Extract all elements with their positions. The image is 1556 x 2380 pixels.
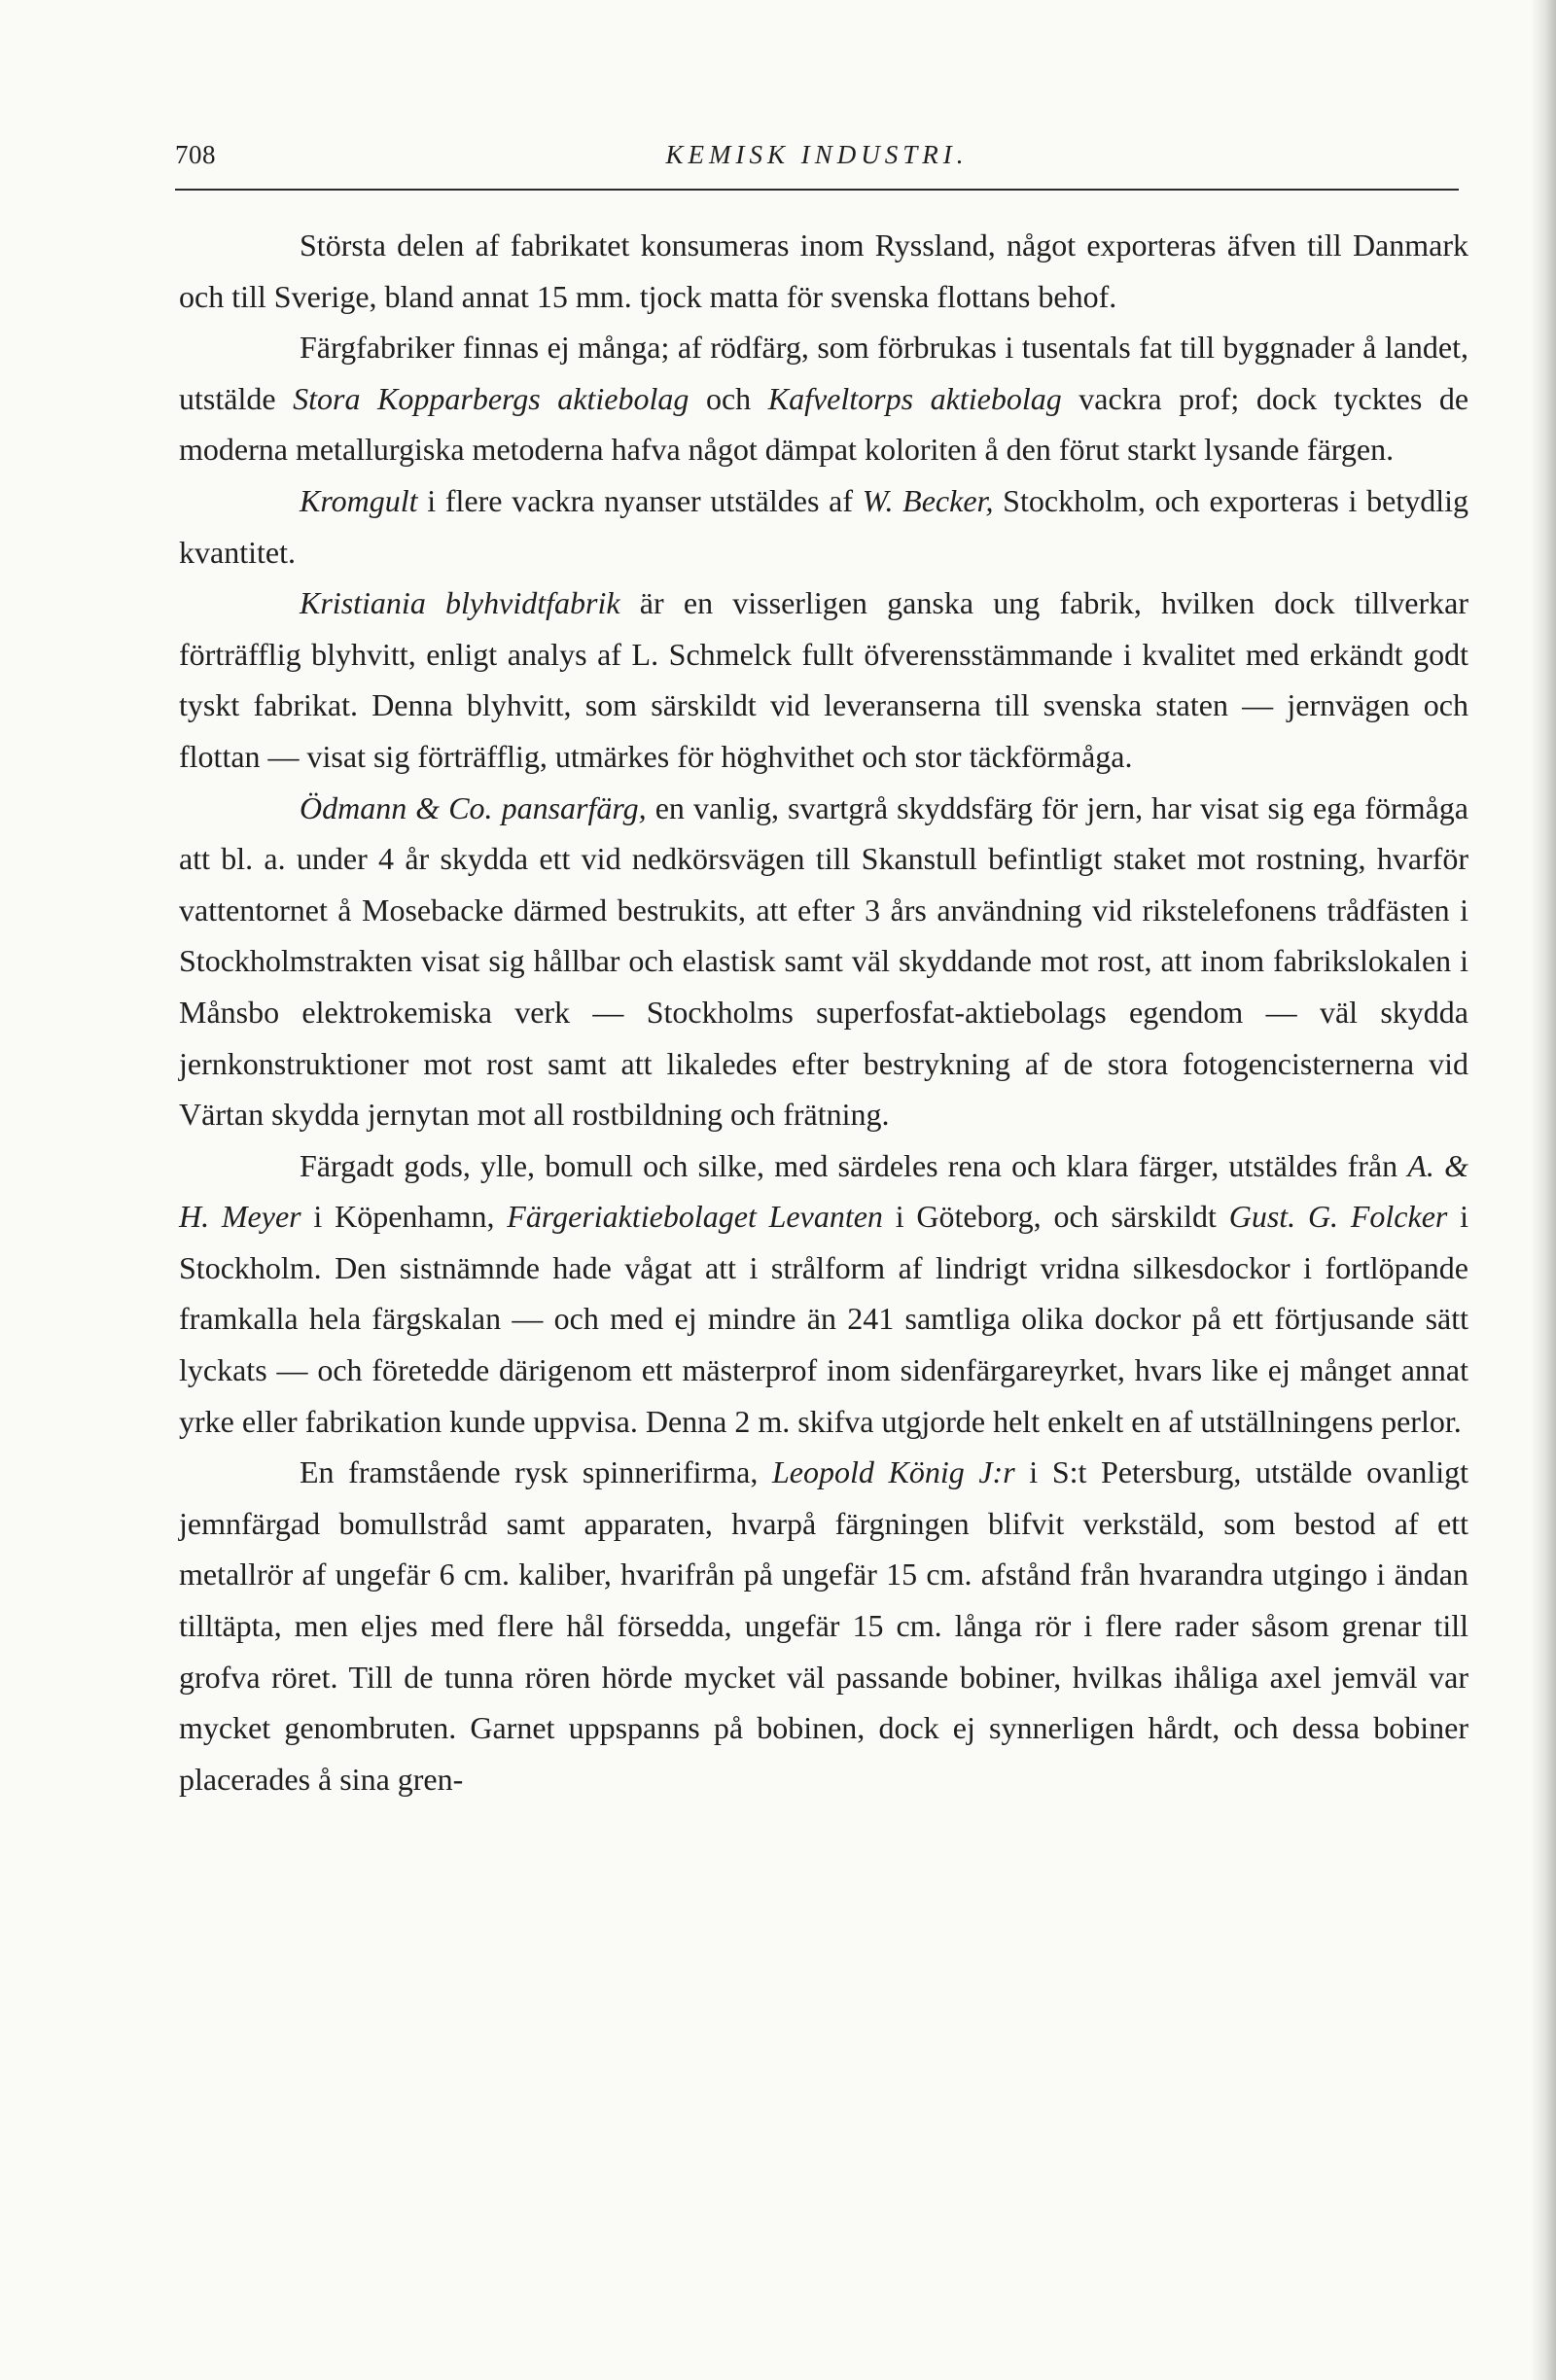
italic-text: Kristiania blyhvidtfabrik: [300, 585, 620, 621]
text-run: i Köpenhamn,: [301, 1199, 508, 1235]
paragraph: [179, 1140, 1468, 1448]
paragraph: [179, 322, 1468, 475]
page-edge-shadow: [1531, 0, 1556, 2380]
italic-text: Kafveltorps aktiebolag: [767, 380, 1062, 416]
text-run: vackra prof; dock tycktes de moderna metallurgiska metoderna hafva något dämpat koloriten å den förut starkt lysande färgen.: [179, 380, 1469, 468]
italic-text: Ödmann & Co. pansarfärg,: [300, 789, 647, 825]
italic-text: A. & H. Meyer: [179, 1147, 1469, 1235]
paragraph: [179, 475, 1468, 578]
page-number: 708: [175, 140, 216, 169]
italic-text: Stora Kopparbergs aktiebolag: [293, 380, 690, 416]
text-run: i Göteborg, och särskildt: [882, 1199, 1229, 1235]
paragraph: [179, 1447, 1468, 1804]
italic-text: Leopold König J:r: [771, 1454, 1015, 1490]
page-header: [175, 138, 1459, 191]
text-run: i flere vackra nyanser utstäldes af: [417, 482, 863, 518]
text-run: En framstående rysk spinnerifirma,: [300, 1454, 772, 1490]
italic-text: W. Becker,: [862, 482, 994, 518]
text-run: en vanlig, svartgrå skyddsfärg för jern, har visat sig ega förmåga att bl. a. under 4 år skydda ett vid nedkörsvägen till Skanstull befintligt staket mot rostning, hvarför vattentornet å Mosebacke därmed bestrukits, att efter 3 års användning vid rikstelefonens trådfästen i Stockholmstrakten visat sig hållbar och elastisk samt väl skyddande mot rost, att inom fabrikslokalen i Månsbo elektrokemiska verk — Stockholms superfosfat-aktiebolags egendom — väl skydda jernkonstruktioner mot rost samt att likaledes efter bestrykning af de stora fotogencisternerna vid Värtan skydda jernytan mot all rostbildning och frätning.: [179, 789, 1469, 1133]
italic-text: Färgeriaktiebolaget Levanten: [507, 1199, 883, 1235]
text-run: Största delen af fabrikatet konsumeras inom Ryssland, något exporteras äfven till Danmark och till Sverige, bland annat 15 mm. tjock matta för svenska flottans behof.: [179, 228, 1468, 314]
text-run: Färgadt gods, ylle, bomull och silke, med särdeles rena och klara färger, utstäldes från: [300, 1147, 1408, 1183]
running-head: KEMISK INDUSTRI.: [665, 140, 969, 169]
text-run: är en visserligen ganska ung fabrik, hvilken dock tillverkar förträfflig blyhvitt, enligt analys af L. Schmelck fullt öfverensstämmande i kvalitet med erkändt godt tyskt fabrikat. Denna blyhvitt, som särskildt vid leveranserna till svenska staten — jernvägen och flottan — visat sig förträfflig, utmärkes för höghvithet och stor täckförmåga.: [179, 585, 1469, 774]
text-run: Stockholm, och exporteras i betydlig kvantitet.: [179, 482, 1469, 570]
text-run: och: [689, 380, 768, 416]
paragraph: [179, 783, 1468, 1140]
text-run: Färgfabriker finnas ej många; af rödfärg, som förbrukas i tusentals fat till byggnader å landet, utstälde: [179, 330, 1468, 416]
text-run: i S:t Petersburg, utstälde ovanligt jemnfärgad bomullstråd samt apparaten, hvarpå färgningen blifvit verkstäld, som bestod af ett metallrör af ungefär 6 cm. kaliber, hvarifrån på ungefär 15 cm. afstånd från hvarandra utgingo i ändan tilltäpta, men eljes med flere hål försedda, ungefär 15 cm. långa rör i flere rader såsom grenar till grofva röret. Till de tunna rören hörde mycket väl passande bobiner, hvilkas ihåliga axel jemväl var mycket genombruten. Garnet uppspanns på bobinen, dock ej synnerligen hårdt, och dessa bobiner placerades å sina gren-: [179, 1454, 1469, 1797]
italic-text: Gust. G. Folcker: [1228, 1199, 1448, 1235]
text-run: i Stockholm. Den sistnämnde hade vågat att i strålform af lindrigt vridna silkesdockor i fortlöpande framkalla hela färgskalan — och med ej mindre än 241 samtliga olika dockor på ett förtjusande sätt lyckats — och företedde därigenom ett mästerprof inom sidenfärgareyrket, hvars like ej månget annat yrke eller fabrikation kunde uppvisa. Denna 2 m. skifva utgjorde helt enkelt en af utställningens perlor.: [179, 1199, 1469, 1439]
italic-text: Kromgult: [300, 482, 418, 518]
paragraph: [179, 220, 1468, 322]
body-text: [179, 220, 1468, 1804]
paragraph: [179, 578, 1468, 782]
